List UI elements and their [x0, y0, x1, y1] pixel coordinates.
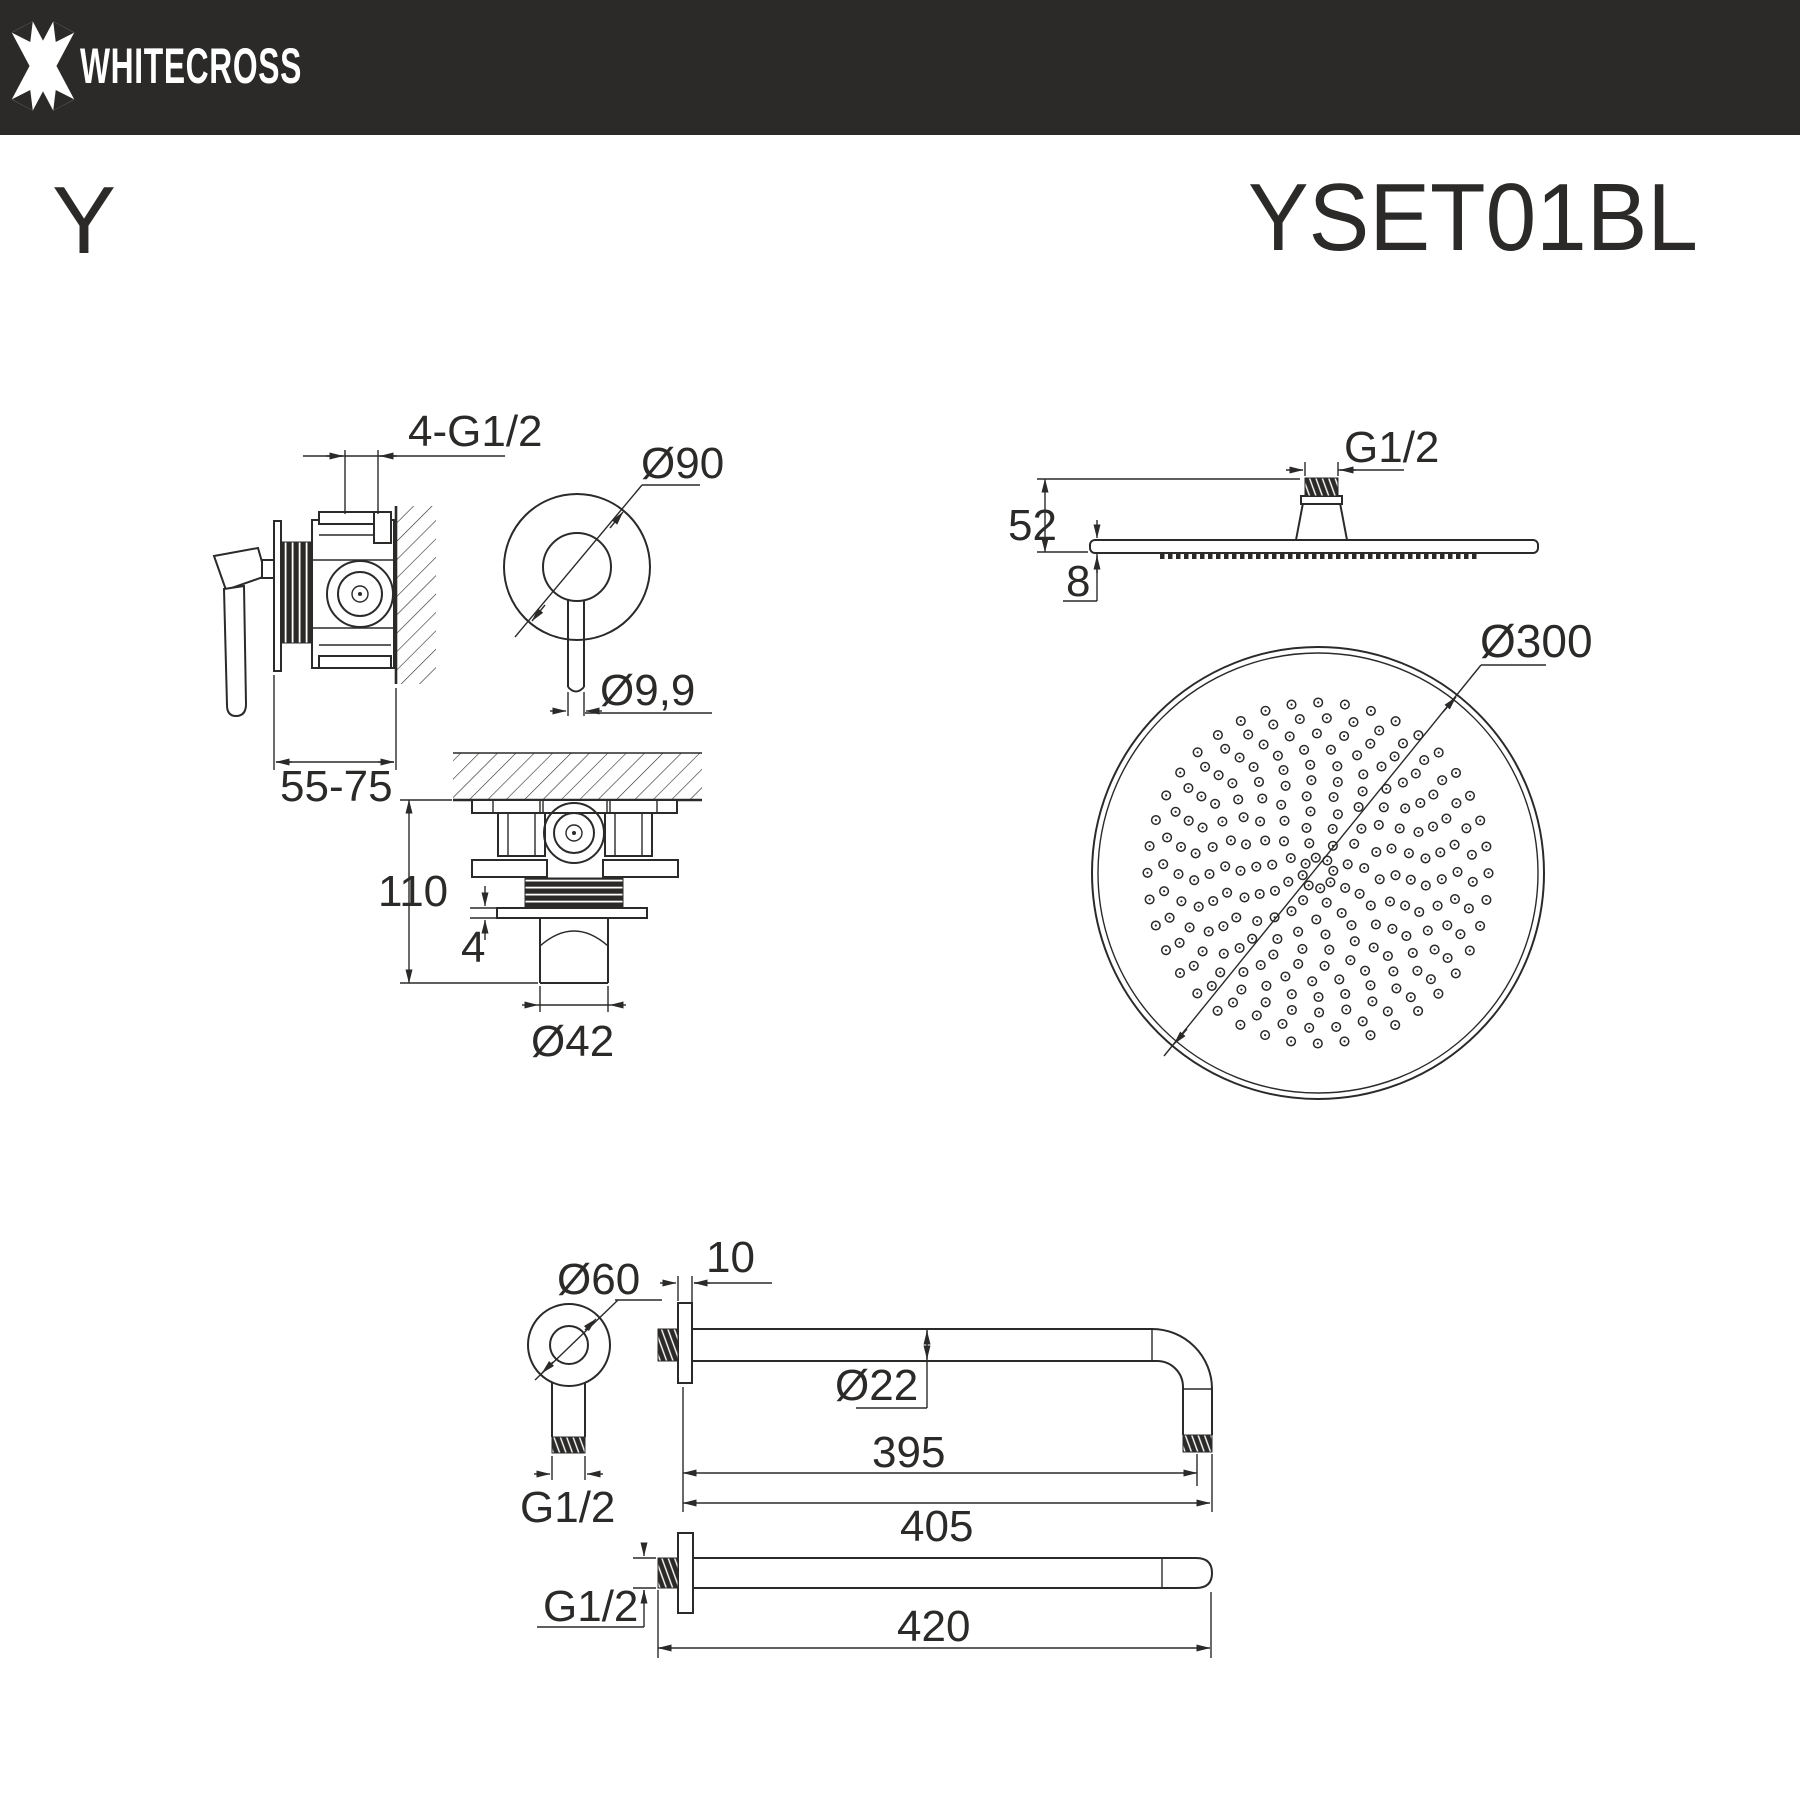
lever-blade — [214, 548, 266, 590]
height-dim-label: 110 — [378, 867, 449, 916]
ceiling-arm-view — [537, 1533, 1212, 1658]
bottom-escutcheon-plate — [497, 908, 647, 918]
pin-diameter-label: Ø9,9 — [600, 666, 696, 715]
side-escutcheon-plate — [274, 521, 281, 671]
bottom-port — [319, 656, 391, 668]
ports-dim-label: 4-G1/2 — [408, 407, 543, 456]
handle-pin-tip — [568, 687, 584, 692]
head-flange — [1301, 496, 1342, 504]
length-to-axis-label: 395 — [872, 1428, 946, 1477]
head-cone — [1296, 503, 1347, 540]
head-face-rim — [1092, 647, 1544, 1099]
mixer-bottom-view — [378, 753, 702, 1066]
ceiling-arm-thread — [658, 1558, 678, 1588]
wall-arm-side-view — [658, 1233, 1212, 1551]
lever-rod — [224, 586, 246, 716]
ceiling-length-label: 420 — [897, 1602, 971, 1651]
left-ear-plate — [472, 860, 547, 877]
spout-dome — [540, 931, 608, 946]
arm-flange — [678, 1303, 692, 1383]
arm-nipple-thread — [658, 1329, 678, 1361]
ceiling-hatch — [453, 753, 702, 800]
trim-diameter-label: Ø90 — [641, 439, 725, 488]
escutcheon-diameter-label: Ø60 — [557, 1255, 641, 1304]
ceiling-arm-flange — [678, 1533, 693, 1613]
depth-dim-label: 55-75 — [280, 762, 393, 811]
right-ear-plate — [603, 860, 678, 877]
head-front-view — [1092, 615, 1593, 1099]
series-title: Y — [52, 167, 117, 274]
length-overall-label: 405 — [900, 1502, 974, 1551]
head-height-label: 52 — [1008, 501, 1057, 550]
tube-diameter-label: Ø22 — [835, 1361, 919, 1410]
head-diameter-label: Ø300 — [1480, 615, 1593, 667]
cartridge-ribs — [281, 542, 312, 643]
head-thread — [1305, 478, 1338, 496]
wall-arm-front-view — [520, 1255, 662, 1532]
wall-thread-label: G1/2 — [520, 1483, 616, 1532]
model-code: YSET01BL — [1248, 164, 1698, 271]
ceiling-thread-label: G1/2 — [543, 1582, 639, 1631]
brand-header — [0, 0, 1800, 135]
head-plate-thickness-label: 8 — [1066, 557, 1091, 606]
head-plate — [1090, 540, 1538, 553]
spout-diameter-label: Ø42 — [531, 1017, 615, 1066]
lever-stem — [262, 560, 274, 578]
body-top-bar — [472, 800, 677, 813]
brand-name: WHITECROSS — [80, 38, 302, 94]
mixer-side-view — [214, 407, 543, 811]
top-bolt — [374, 512, 391, 543]
left-port-block — [498, 813, 545, 856]
wall-hatch — [396, 506, 436, 684]
mixer-front-view — [504, 439, 724, 716]
arm-wall-thread — [552, 1437, 585, 1453]
right-port-block — [605, 813, 652, 856]
arm-drop-thread — [1183, 1435, 1212, 1452]
head-side-view — [1008, 423, 1538, 606]
arm-escutcheon-circle — [528, 1304, 610, 1386]
head-thread-label: G1/2 — [1344, 423, 1440, 472]
plate-thickness-label: 4 — [461, 923, 486, 972]
threaded-collar — [525, 878, 623, 908]
flange-offset-label: 10 — [706, 1233, 755, 1282]
trim-plate-circle — [504, 494, 650, 640]
